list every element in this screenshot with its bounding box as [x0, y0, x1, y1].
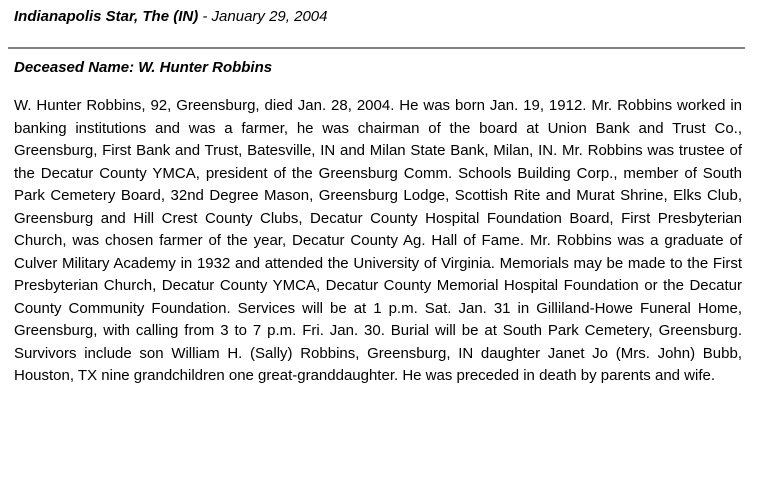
publication-header	[14, 8, 327, 25]
publication-date: January 29, 2004	[211, 8, 328, 25]
publication-source: Indianapolis Star, The (IN)	[14, 8, 199, 25]
obituary-text: W. Hunter Robbins, 92, Greensburg, died Jan. 28, 2004. He was born Jan. 19, 1912. Mr. Robbins worked in banking institutions and was a farmer, he was chairman of the board at Union Bank and Trust Co., Greensburg, First Bank and Trust, Batesville, IN and Milan State Bank, Milan, IN. Mr. Robbins was trustee of the Decatur County YMCA, president of the Greensburg Comm. Schools Building Corp., member of South Park Cemetery Board, 32nd Degree Mason, Greensburg Lodge, Scottish Rite and Murat Shrine, Elks Club, Greensburg and Hill Crest County Clubs, Decatur County Hospital Foundation Board, First Presbyterian Church, was chosen farmer of the year, Decatur County Ag. Hall of Fame. Mr. Robbins was a graduate of Culver Military Academy in 1932 and attended the University of Virginia. Memorials may be made to the First Presbyterian Church, Decatur County YMCA, Decatur County Memorial Hospital Foundation or the Decatur County Community Foundation. Services will be at 1 p.m. Sat. Jan. 31 in Gilliland-Howe Funeral Home, Greensburg, with calling from 3 to 7 p.m. Fri. Jan. 30. Burial will be at South Park Cemetery, Greensburg. Survivors include son William H. (Sally) Robbins, Greensburg, IN daughter Janet Jo (Mrs. John) Bubb, Houston, TX nine grandchildren one great-granddaughter. He was preceded in death by parents and wife.	[14, 97, 742, 384]
header-separator: -	[198, 8, 212, 25]
horizontal-divider	[8, 47, 745, 49]
deceased-name-heading: Deceased Name: W. Hunter Robbins	[14, 59, 273, 76]
